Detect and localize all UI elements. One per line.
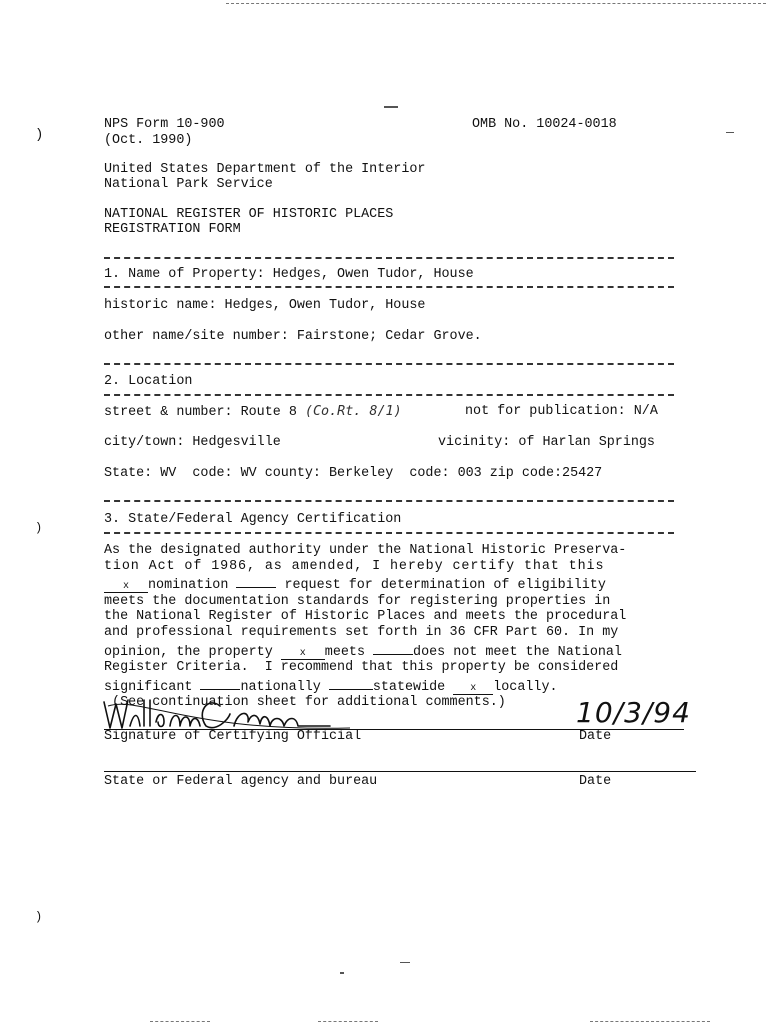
section-divider — [104, 500, 674, 502]
locally-check[interactable]: x — [453, 681, 493, 695]
nationally-label: nationally — [240, 679, 321, 695]
agency-date-label: Date — [579, 774, 612, 789]
nationally-check[interactable] — [200, 676, 240, 690]
form-number: NPS Form 10-900 — [104, 117, 225, 132]
scan-speck: ) — [35, 521, 43, 535]
request-check[interactable] — [236, 574, 276, 588]
significant-label: significant — [104, 679, 193, 695]
para-line: meets the documentation standards for registering properties in — [104, 593, 611, 609]
street-label: street & number: Route 8 — [104, 405, 305, 420]
statewide-check[interactable] — [329, 676, 373, 690]
scan-speck: ) — [35, 910, 43, 924]
not-for-publication: not for publication: N/A — [465, 404, 658, 419]
agency-label: State or Federal agency and bureau — [104, 774, 378, 789]
para-line — [104, 641, 694, 661]
register-title: NATIONAL REGISTER OF HISTORIC PLACES — [104, 207, 394, 222]
historic-name: historic name: Hedges, Owen Tudor, House — [104, 298, 426, 313]
scan-edge — [318, 1021, 378, 1022]
section-divider — [104, 257, 674, 259]
scan-speck: ) — [35, 127, 44, 143]
form-title: REGISTRATION FORM — [104, 222, 241, 237]
section2-heading: 2. Location — [104, 374, 193, 389]
request-label: request for determination of eligibility — [284, 578, 606, 594]
street-handwritten: (Co.Rt. 8/1) — [304, 404, 402, 419]
section3-heading: 3. State/Federal Agency Certification — [104, 512, 402, 527]
handwritten-signature — [100, 692, 360, 734]
section-divider — [104, 532, 674, 534]
nomination-label: nomination — [148, 578, 229, 594]
para-line: As the designated authority under the National Historic Preserva- — [104, 543, 627, 558]
meets-check[interactable]: x — [281, 646, 325, 660]
continuation-note: (See continuation sheet for additional comments.) — [112, 695, 506, 711]
scan-edge — [150, 1021, 210, 1022]
nomination-check[interactable]: x — [104, 579, 148, 593]
para-line: the National Register of Historic Places and meets the procedural — [104, 609, 627, 625]
section1-heading: 1. Name of Property: Hedges, Owen Tudor, House — [104, 267, 474, 282]
scan-speck — [340, 972, 344, 974]
state-line: State: WV code: WV county: Berkeley code: 003 zip code:25427 — [104, 466, 603, 481]
statewide-label: statewide — [372, 679, 446, 695]
scan-edge — [590, 1021, 710, 1022]
not-meet-check[interactable] — [373, 641, 413, 655]
certification-paragraph — [104, 543, 694, 711]
section-divider — [104, 394, 674, 396]
handwritten-date: 10/3/94 — [576, 696, 691, 729]
section-divider — [104, 363, 674, 365]
signature-date-label: Date — [579, 729, 612, 744]
omb-number: OMB No. 10024-0018 — [472, 117, 617, 132]
para-line: Register Criteria. I recommend that this property be considered — [104, 660, 619, 676]
scan-speck — [384, 106, 398, 108]
meets-label: meets — [324, 644, 365, 660]
para-line: tion Act of 1986, as amended, I hereby certify that this — [104, 558, 605, 574]
other-name: other name/site number: Fairstone; Cedar Grove. — [104, 329, 482, 344]
form-date: (Oct. 1990) — [104, 133, 193, 148]
para-line — [104, 574, 694, 594]
street-number — [104, 404, 402, 421]
agency-line — [104, 771, 696, 772]
scan-speck — [400, 962, 410, 963]
service-name: National Park Service — [104, 177, 273, 192]
para-line: and professional requirements set forth in 36 CFR Part 60. In my — [104, 624, 619, 640]
opinion-label: opinion, the property — [104, 644, 273, 660]
department-name: United States Department of the Interior — [104, 162, 426, 177]
signature-label: Signature of Certifying Official — [104, 729, 362, 744]
scan-speck — [726, 132, 734, 133]
section-divider — [104, 286, 674, 288]
city-town: city/town: Hedgesville — [104, 435, 281, 450]
locally-label: locally. — [493, 679, 558, 695]
not-meet-label: does not meet the National — [413, 644, 622, 660]
scan-edge — [226, 3, 766, 4]
vicinity: vicinity: of Harlan Springs — [438, 435, 655, 450]
